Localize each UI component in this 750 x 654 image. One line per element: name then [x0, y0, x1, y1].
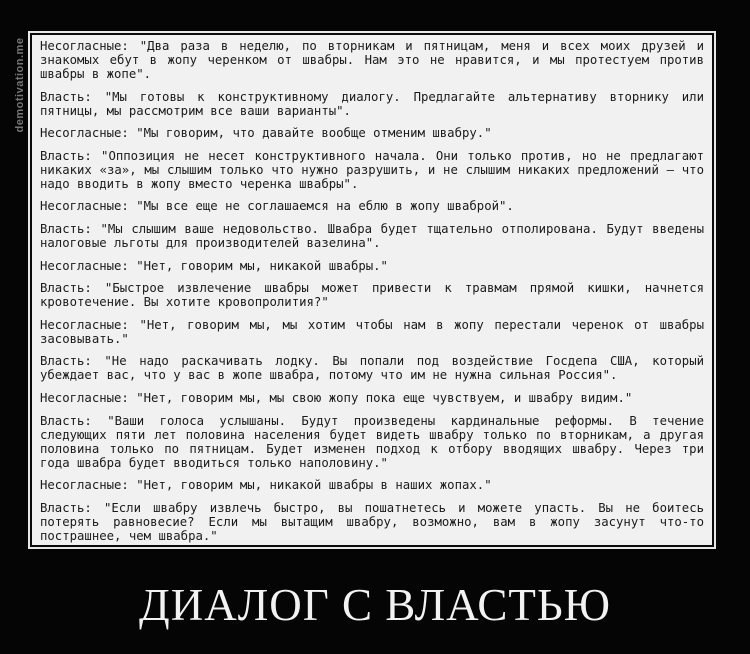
dialogue-paragraph: Несогласные: "Нет, говорим мы, мы хотим чтобы нам в жопу перестали черенок от швабры засовывать." [40, 317, 704, 346]
poster-caption: ДИАЛОГ С ВЛАСТЬЮ [139, 580, 611, 630]
dialogue-paragraph: Власть: "Оппозиция не несет конструктивного начала. Они только против, но не предлагают никаких «за», мы слышим только что нужно разрушить, и не слышим никаких предложений — что надо вводить в жопу вместо черенка швабры". [40, 148, 704, 191]
dialogue-paragraph: Несогласные: "Мы говорим, что давайте вообще отменим швабру." [40, 126, 492, 141]
dialogue-paragraph: Несогласные: "Мы все еще не соглашаемся на еблю в жопу шваброй". [40, 199, 514, 214]
dialogue-paragraph: Власть: "Мы слышим ваше недовольство. Швабра будет тщательно отполирована. Будут введены налоговые льготы для производителей вазелина". [40, 221, 704, 250]
text-panel [30, 33, 714, 547]
dialogue-paragraph: Несогласные: "Нет, говорим мы, мы свою жопу пока еще чувствуем, и швабру видим." [40, 390, 633, 405]
dialogue-paragraph: Власть: "Быстрое извлечение швабры может привести к травмам прямой кишки, начнется кровотечение. Вы хотите кровопролития?" [40, 281, 704, 310]
dialogue-paragraph: Власть: "Мы готовы к конструктивному диалогу. Предлагайте альтернативу вторнику или пятницы, мы рассмотрим все ваши варианты". [40, 89, 704, 118]
dialogue-paragraph: Власть: "Не надо раскачивать лодку. Вы попали под воздействие Госдепа США, который убеждает вас, что у вас в жопе швабра, потому что им не нужна сильная Россия". [40, 354, 704, 383]
dialogue-paragraph: Власть: "Ваши голоса услышаны. Будут произведены кардинальные реформы. В течение следующих пяти лет половина населения будет видеть швабру только по вторникам, а другая половина только по пятницам. Будет изменен подход к отбору вводящих швабру. Через три года швабра будет вводиться только наполовину." [40, 413, 704, 470]
dialogue-paragraph: Несогласные: "Нет, говорим мы, никакой швабры в наших жопах." [40, 478, 492, 493]
dialogue-paragraph: Власть: "Если швабру извлечь быстро, вы пошатнетесь и можете упасть. Вы не боитесь потерять равновесие? Если мы вытащим швабру, возможно, вам в жопу засунут что-то пострашнее, чем швабра." [40, 500, 704, 543]
dialogue-paragraph: Несогласные: "Нет, говорим мы, никакой швабры." [40, 258, 388, 273]
text-panel-frame [28, 31, 716, 549]
watermark: demotivation.me [14, 37, 26, 133]
dialogue-paragraph: Несогласные: "Два раза в неделю, по вторникам и пятницам, меня и всех моих друзей и знакомых ебут в жопу черенком от швабры. Нам это не нравится, и мы протестуем против швабры в жопе". [40, 39, 704, 81]
